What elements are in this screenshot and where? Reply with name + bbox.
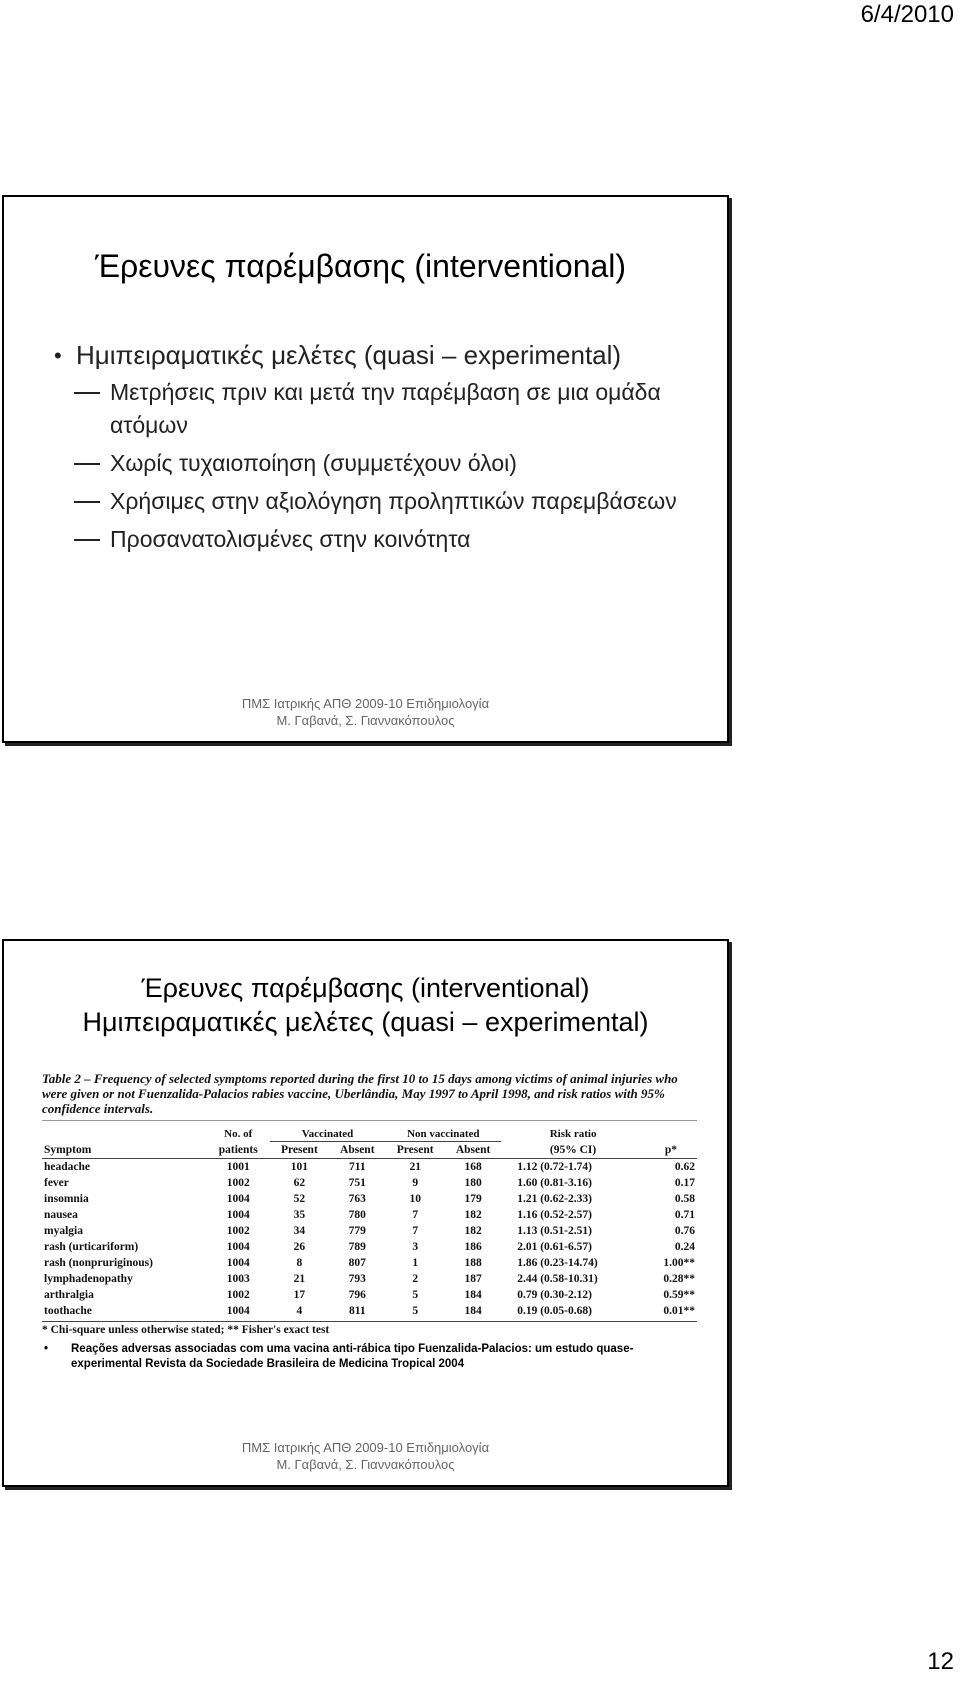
cell-vaccinated-present: 21 (293, 1273, 306, 1285)
reference-text: Reações adversas associadas com uma vacina anti-rábica tipo Fuenzalida-Palacios: um estudo quase-experimental Revista da Sociedade Brasileira de Medicina Tropical 2004 (71, 1343, 634, 1370)
reference (44, 1342, 704, 1372)
cell-symptom: insomnia (44, 1193, 89, 1205)
header-absent: Absent (329, 1142, 385, 1159)
footer-course: ΠΜΣ Ιατρικής ΑΠΘ 2009-10 Επιδημιολογία (241, 1440, 490, 1455)
cell-patients: 1002 (226, 1289, 250, 1301)
cell-vaccinated-absent: 780 (348, 1209, 366, 1221)
cell-symptom: fever (44, 1177, 69, 1189)
cell-vaccinated-present: 26 (293, 1241, 306, 1253)
header-absent: Absent (445, 1142, 501, 1159)
bullet-text: Ημιπειραματικές μελέτες (quasi – experimental) (76, 340, 622, 370)
cell-nonvaccinated-absent: 186 (464, 1241, 482, 1253)
sub-bullet-text: Προσανατολισμένες στην κοινότητα (110, 526, 471, 552)
cell-symptom: myalgia (44, 1225, 83, 1237)
cell-nonvaccinated-present: 2 (412, 1273, 419, 1285)
table-note: * Chi-square unless otherwise stated; ** Fisher's exact test (42, 1321, 697, 1336)
header-symptom: Symptom (42, 1142, 207, 1159)
cell-p-value: 0.62 (674, 1161, 695, 1173)
cell-patients: 1002 (226, 1177, 250, 1189)
header-no-of: No. of (224, 1128, 253, 1141)
cell-vaccinated-present: 4 (296, 1305, 303, 1317)
table-row (42, 1239, 697, 1255)
page-number: 12 (927, 1648, 954, 1675)
cell-vaccinated-present: 17 (293, 1289, 306, 1301)
cell-risk-ratio: 0.79 (0.30-2.12) (517, 1289, 592, 1301)
bullet-item (54, 337, 694, 556)
cell-nonvaccinated-present: 7 (412, 1209, 419, 1221)
cell-patients: 1001 (226, 1161, 250, 1173)
cell-risk-ratio: 1.16 (0.52-2.57) (517, 1209, 592, 1221)
sub-bullet-item (76, 523, 694, 556)
cell-risk-ratio: 1.21 (0.62-2.33) (517, 1193, 592, 1205)
cell-patients: 1004 (226, 1241, 250, 1253)
cell-p-value: 0.24 (674, 1241, 695, 1253)
sub-bullet-text: Χωρίς τυχαιοποίηση (συμμετέχουν όλοι) (110, 450, 517, 476)
cell-patients: 1004 (226, 1305, 250, 1317)
sub-bullet-item (76, 447, 694, 480)
header-patients: patients (207, 1142, 270, 1159)
bullet-dot: • (44, 1343, 49, 1355)
table-row (42, 1223, 697, 1239)
table-row (42, 1271, 697, 1287)
cell-symptom: arthralgia (44, 1289, 94, 1301)
cell-nonvaccinated-present: 1 (412, 1257, 419, 1269)
cell-p-value: 0.01** (663, 1305, 695, 1317)
cell-vaccinated-absent: 751 (348, 1177, 366, 1189)
header-present: Present (270, 1142, 330, 1159)
cell-vaccinated-absent: 796 (348, 1289, 366, 1301)
cell-p-value: 0.76 (674, 1225, 695, 1237)
cell-p-value: 0.71 (674, 1209, 695, 1221)
cell-vaccinated-absent: 789 (348, 1241, 366, 1253)
cell-vaccinated-present: 35 (293, 1209, 306, 1221)
table-row (42, 1159, 697, 1176)
sub-bullet-text: Χρήσιμες στην αξιολόγηση προληπτικών παρεμβάσεων (110, 488, 677, 514)
cell-vaccinated-present: 101 (290, 1161, 308, 1173)
cell-symptom: rash (nonpruriginous) (44, 1257, 153, 1269)
cell-vaccinated-present: 8 (296, 1257, 303, 1269)
cell-patients: 1004 (226, 1209, 250, 1221)
table-row (42, 1287, 697, 1303)
cell-vaccinated-present: 52 (293, 1193, 306, 1205)
cell-vaccinated-absent: 779 (348, 1225, 366, 1237)
cell-p-value: 1.00** (663, 1257, 695, 1269)
table-header-row (42, 1127, 697, 1142)
cell-nonvaccinated-absent: 184 (464, 1289, 482, 1301)
cell-risk-ratio: 1.86 (0.23-14.74) (517, 1257, 598, 1269)
cell-nonvaccinated-present: 5 (412, 1305, 419, 1317)
table-header-row (42, 1142, 697, 1159)
table-row (42, 1175, 697, 1191)
cell-nonvaccinated-present: 5 (412, 1289, 419, 1301)
cell-nonvaccinated-present: 21 (409, 1161, 421, 1173)
cell-vaccinated-absent: 811 (348, 1305, 366, 1317)
cell-vaccinated-present: 62 (293, 1177, 306, 1189)
slide-footer (4, 695, 727, 729)
cell-patients: 1004 (226, 1257, 250, 1269)
slide-footer (4, 1439, 727, 1473)
cell-symptom: toothache (44, 1305, 92, 1317)
cell-patients: 1002 (226, 1225, 250, 1237)
footer-course: ΠΜΣ Ιατρικής ΑΠΘ 2009-10 Επιδημιολογία (241, 696, 490, 711)
cell-risk-ratio: 0.19 (0.05-0.68) (517, 1305, 592, 1317)
slide-title-line-1: Έρευνες παρέμβασης (interventional) (141, 973, 590, 1003)
cell-vaccinated-present: 34 (293, 1225, 306, 1237)
cell-vaccinated-absent: 763 (348, 1193, 366, 1205)
slide-title-line-2: Ημιπειραματικές μελέτες (quasi – experimental) (82, 1007, 649, 1037)
slide-title (4, 971, 727, 1039)
cell-nonvaccinated-absent: 182 (464, 1225, 482, 1237)
cell-nonvaccinated-absent: 180 (464, 1177, 482, 1189)
slide-1 (2, 195, 729, 743)
cell-symptom: rash (urticariform) (44, 1241, 139, 1253)
table-row (42, 1255, 697, 1271)
footer-authors: Μ. Γαβανά, Σ. Γιαννακόπουλος (276, 1457, 455, 1472)
cell-nonvaccinated-absent: 184 (464, 1305, 482, 1317)
header-non-vaccinated: Non vaccinated (385, 1127, 501, 1142)
sub-bullet-item (76, 376, 694, 442)
cell-nonvaccinated-absent: 182 (464, 1209, 482, 1221)
cell-nonvaccinated-absent: 179 (464, 1193, 482, 1205)
cell-vaccinated-absent: 793 (348, 1273, 366, 1285)
footer-authors: Μ. Γαβανά, Σ. Γιαννακόπουλος (276, 713, 455, 728)
table-caption: Table 2 – Frequency of selected symptoms reported during the first 10 to 15 days among victims of animal injuries who were given or not Fuenzalida-Palacios rabies vaccine, Uberlândia, May 1997 to April 1998, and risk ratios with 95% confidence intervals. (42, 1071, 697, 1121)
cell-nonvaccinated-present: 3 (412, 1241, 419, 1253)
cell-p-value: 0.59** (663, 1289, 695, 1301)
cell-symptom: nausea (44, 1209, 78, 1221)
table-row (42, 1303, 697, 1319)
table-figure (42, 1071, 697, 1336)
cell-risk-ratio: 1.60 (0.81-3.16) (517, 1177, 592, 1189)
cell-nonvaccinated-absent: 188 (464, 1257, 482, 1269)
cell-p-value: 0.28** (663, 1273, 695, 1285)
slide-2 (2, 939, 729, 1487)
slide-title: Έρευνες παρέμβασης (interventional) (94, 248, 627, 284)
sub-bullet-item (76, 485, 694, 518)
cell-patients: 1003 (226, 1273, 250, 1285)
header-present: Present (385, 1142, 445, 1159)
table-row (42, 1207, 697, 1223)
bullet-list (54, 337, 694, 561)
cell-risk-ratio: 1.13 (0.51-2.51) (517, 1225, 592, 1237)
cell-risk-ratio: 1.12 (0.72-1.74) (517, 1161, 592, 1173)
cell-risk-ratio: 2.01 (0.61-6.57) (517, 1241, 592, 1253)
cell-vaccinated-absent: 711 (348, 1161, 366, 1173)
sub-bullet-text: Μετρήσεις πριν και μετά την παρέμβαση σε μια ομάδα ατόμων (110, 379, 661, 438)
header-p: p* (645, 1142, 697, 1159)
cell-nonvaccinated-absent: 168 (464, 1161, 482, 1173)
cell-vaccinated-absent: 807 (348, 1257, 366, 1269)
header-vaccinated: Vaccinated (270, 1127, 386, 1142)
cell-nonvaccinated-present: 7 (412, 1225, 419, 1237)
cell-p-value: 0.58 (674, 1193, 695, 1205)
header-risk-ratio: Risk ratio (549, 1128, 597, 1141)
page-date: 6/4/2010 (860, 1, 954, 28)
cell-nonvaccinated-absent: 187 (464, 1273, 482, 1285)
table-body (42, 1159, 697, 1320)
table-row (42, 1191, 697, 1207)
cell-nonvaccinated-present: 9 (412, 1177, 419, 1189)
header-ci: (95% CI) (501, 1142, 645, 1159)
cell-p-value: 0.17 (674, 1177, 695, 1189)
cell-symptom: headache (44, 1161, 90, 1173)
cell-symptom: lymphadenopathy (44, 1273, 133, 1285)
cell-risk-ratio: 2.44 (0.58-10.31) (517, 1273, 598, 1285)
cell-nonvaccinated-present: 10 (409, 1193, 421, 1205)
cell-patients: 1004 (226, 1193, 250, 1205)
sub-bullet-list (76, 376, 694, 556)
symptoms-table (42, 1127, 697, 1319)
